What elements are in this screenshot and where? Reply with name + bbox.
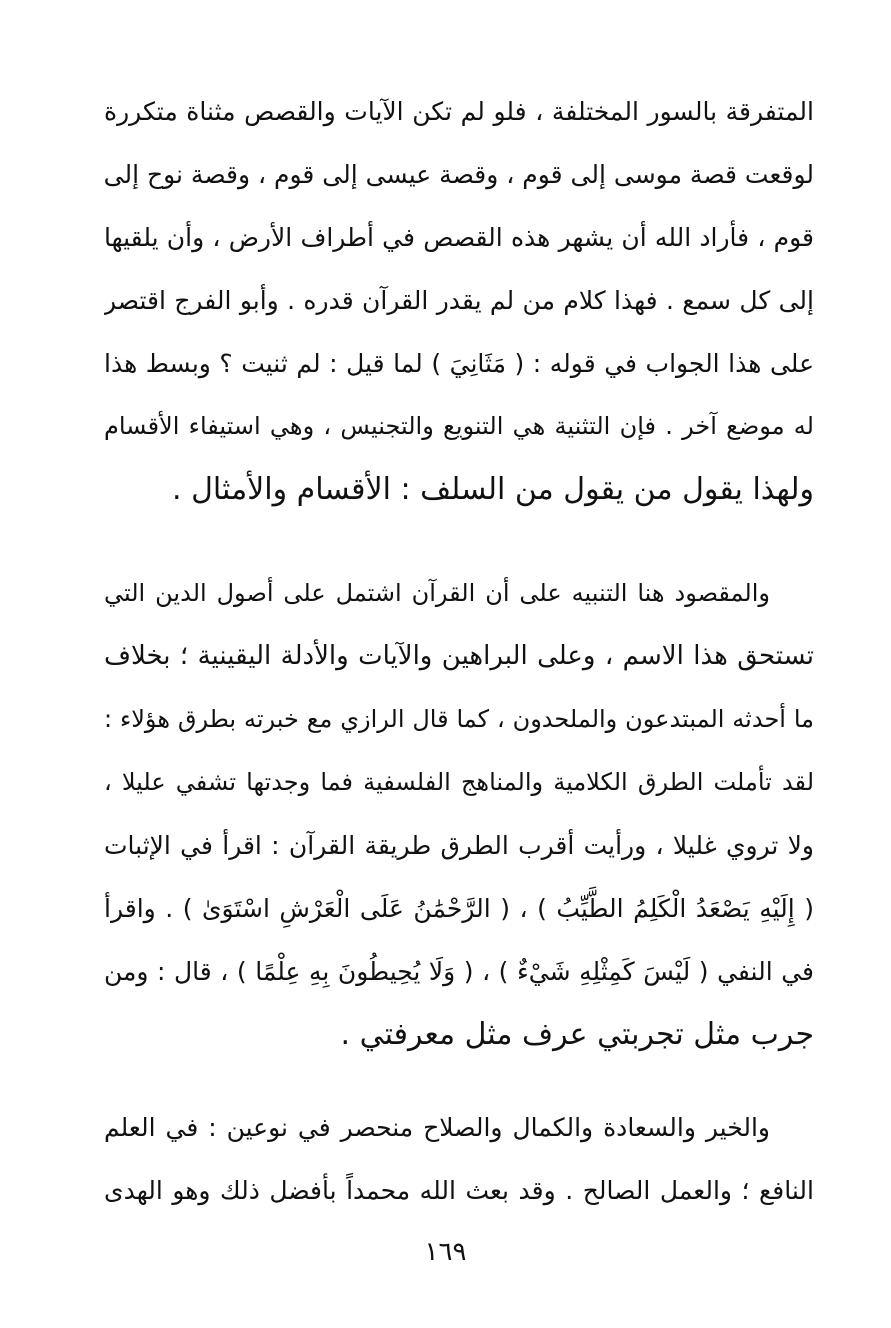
paragraph-1 (104, 80, 814, 521)
text-line: ( إِلَيْهِ يَصْعَدُ الْكَلِمُ الطَّيِّبُ ) ، ( الرَّحْمَٰنُ عَلَى الْعَرْشِ اسْتَوَىٰ ) . واقرأ (104, 894, 814, 923)
text-line: لقد تأملت الطرق الكلامية والمناهج الفلسفية فما وجدتها تشفي عليلا ، (104, 768, 814, 796)
text-line: المتفرقة بالسور المختلفة ، فلو لم تكن الآيات والقصص مثناة متكررة (104, 97, 814, 126)
text-line: في النفي ( لَيْسَ كَمِثْلِهِ شَيْءٌ ) ، ( وَلَا يُحِيطُونَ بِهِ عِلْمًا ) ، قال : ومن (104, 957, 814, 986)
text-line: ولهذا يقول من يقول من السلف : الأقسام والأمثال . (172, 472, 814, 507)
text-line: لوقعت قصة موسى إلى قوم ، وقصة عيسى إلى قوم ، وقصة نوح إلى (104, 160, 814, 189)
text-line: تستحق هذا الاسم ، وعلى البراهين والآيات والأدلة اليقينية ؛ بخلاف (104, 641, 814, 671)
page-number: ١٦٩ (424, 1237, 467, 1267)
paragraph-3 (104, 1096, 814, 1222)
text-line: له موضع آخر . فإن التثنية هي التنويع والتجنيس ، وهي استيفاء الأقسام (104, 412, 814, 440)
paragraph-2 (104, 562, 814, 1066)
text-line: على هذا الجواب في قوله : ( مَثَانِيَ ) لما قيل : لم ثنيت ؟ وبسط هذا (104, 349, 814, 378)
text-line: ولا تروي غليلا ، ورأيت أقرب الطرق طريقة القرآن : اقرأ في الإثبات (104, 831, 814, 860)
text-line: ما أحدثه المبتدعون والملحدون ، كما قال الرازي مع خبرته بطرق هؤلاء : (104, 705, 814, 733)
text-line: إلى كل سمع . فهذا كلام من لم يقدر القرآن قدره . وأبو الفرج اقتصر (104, 286, 814, 315)
text-line: والمقصود هنا التنبيه على أن القرآن اشتمل على أصول الدين التي (104, 579, 770, 607)
text-line: والخير والسعادة والكمال والصلاح منحصر في نوعين : في العلم (104, 1113, 770, 1142)
text-line: النافع ؛ والعمل الصالح . وقد بعث الله محمداً بأفضل ذلك وهو الهدى (104, 1176, 814, 1205)
text-line: جرب مثل تجربتي عرف مثل معرفتي . (340, 1017, 814, 1052)
text-line: قوم ، فأراد الله أن يشهر هذه القصص في أطراف الأرض ، وأن يلقيها (104, 223, 814, 252)
